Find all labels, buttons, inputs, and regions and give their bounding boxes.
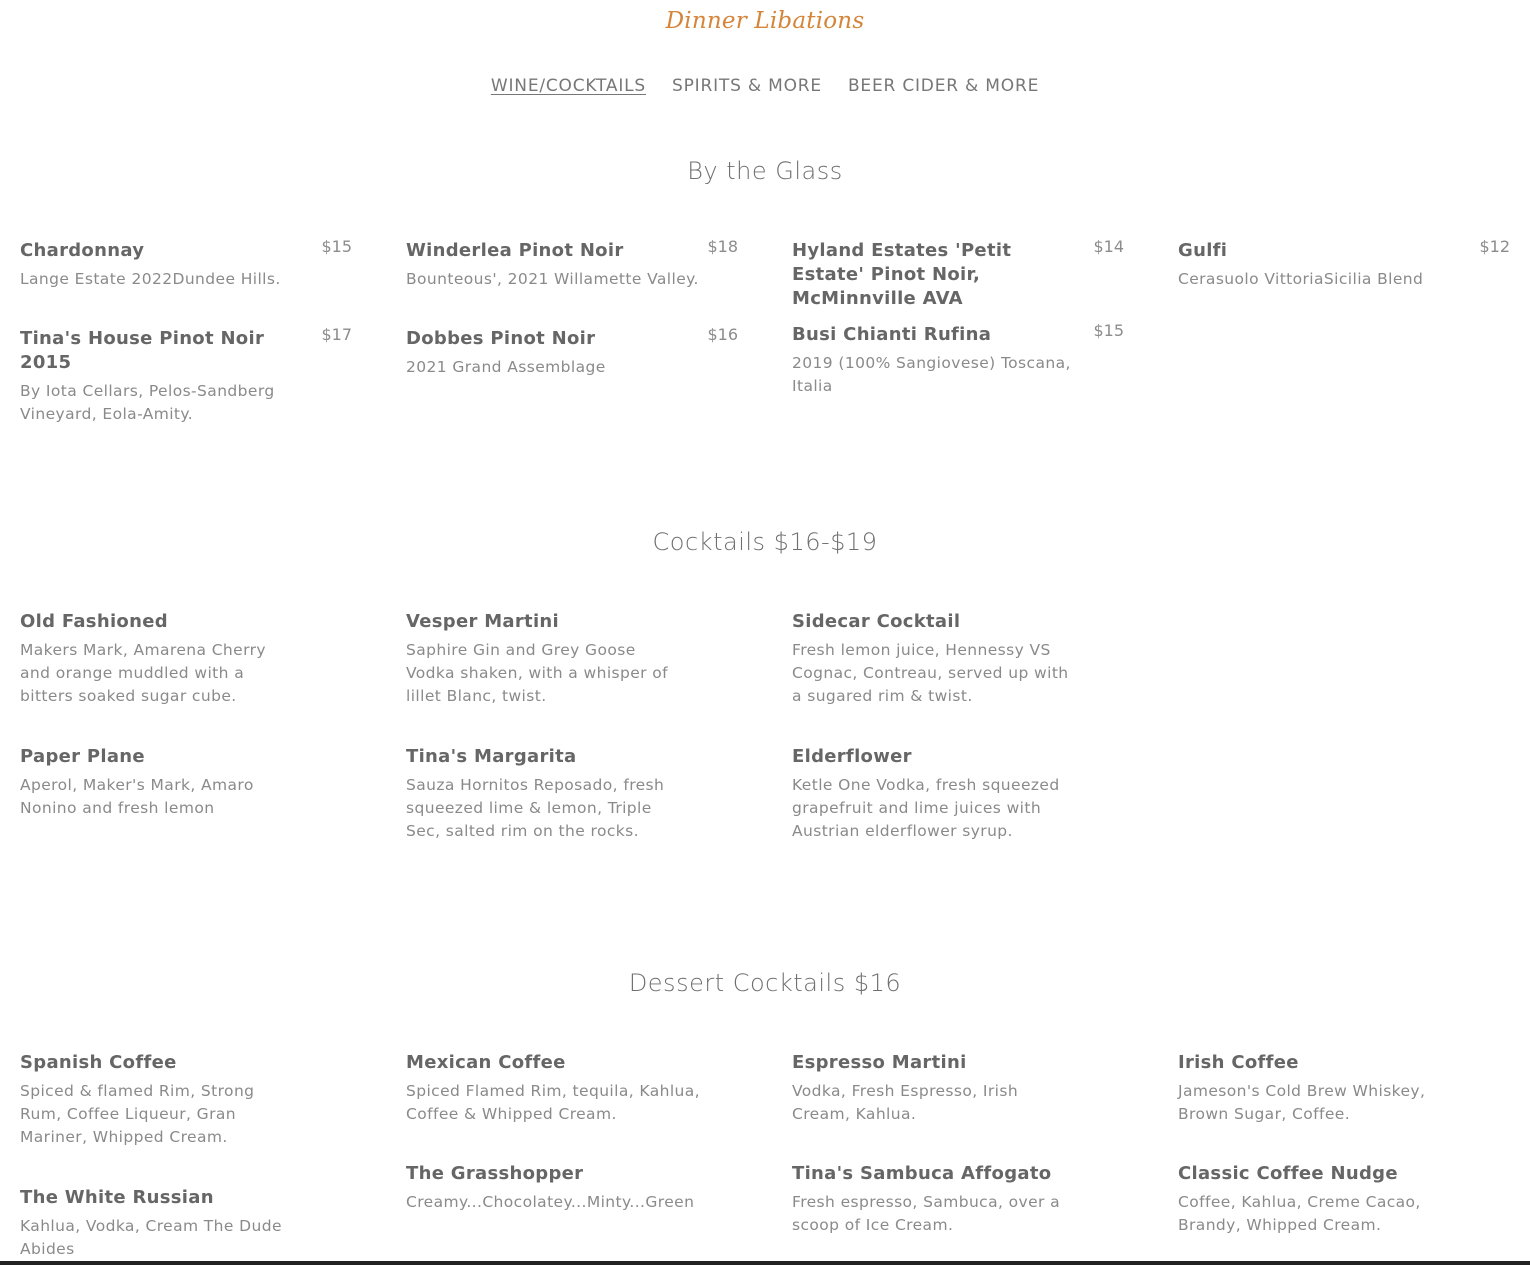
menu-item xyxy=(406,239,738,291)
item-name: Spanish Coffee xyxy=(20,1052,177,1073)
item-name: Winderlea Pinot Noir xyxy=(406,240,624,261)
item-name: Gulfi xyxy=(1178,240,1228,261)
item-description: Vodka, Fresh Espresso, Irish Cream, Kahlua. xyxy=(792,1082,1019,1123)
menu-item xyxy=(1178,1162,1510,1237)
item-description: Ketle One Vodka, fresh squeezed grapefruit and lime juices with Austrian elderflower syrup. xyxy=(792,776,1060,840)
bottom-divider xyxy=(0,1261,1530,1265)
menu-item xyxy=(1178,1051,1510,1126)
item-description: Creamy...Chocolatey...Minty...Green xyxy=(406,1193,695,1211)
menu-item xyxy=(20,1051,352,1149)
tab-wine-cocktails[interactable]: WINE/COCKTAILS xyxy=(490,76,647,96)
menu-item xyxy=(1178,239,1510,291)
menu-item xyxy=(792,323,1124,398)
item-description: 2021 Grand Assemblage xyxy=(406,358,606,376)
item-name: Classic Coffee Nudge xyxy=(1178,1163,1398,1184)
menu-item xyxy=(406,610,738,708)
menu-item xyxy=(406,1162,738,1214)
item-description: Cerasuolo VittoriaSicilia Blend xyxy=(1178,270,1424,288)
item-description: Fresh espresso, Sambuca, over a scoop of Ice Cream. xyxy=(792,1193,1061,1234)
item-name: The White Russian xyxy=(20,1187,214,1208)
item-price: $18 xyxy=(707,237,738,256)
item-description: Spiced Flamed Rim, tequila, Kahlua, Coffee & Whipped Cream. xyxy=(406,1082,700,1123)
menu-item xyxy=(792,1051,1124,1126)
item-price: $14 xyxy=(1093,237,1124,256)
item-price: $15 xyxy=(321,237,352,256)
item-description: 2019 (100% Sangiovese) Toscana, Italia xyxy=(792,354,1071,395)
item-description: Kahlua, Vodka, Cream The Dude Abides xyxy=(20,1217,282,1258)
menu-item xyxy=(792,610,1124,708)
item-description: By Iota Cellars, Pelos-Sandberg Vineyard, Eola-Amity. xyxy=(20,382,275,423)
menu-item xyxy=(406,1051,738,1126)
tab-beer-cider-more[interactable]: BEER CIDER & MORE xyxy=(847,76,1040,96)
item-price: $17 xyxy=(321,325,352,344)
item-description: Sauza Hornitos Reposado, fresh squeezed lime & lemon, Triple Sec, salted rim on the rocks. xyxy=(406,776,665,840)
item-description: Bounteous', 2021 Willamette Valley. xyxy=(406,270,699,288)
menu-item xyxy=(406,327,738,379)
section-title-cocktails: Cocktails $16-$19 xyxy=(652,528,878,556)
item-description: Jameson's Cold Brew Whiskey, Brown Sugar, Coffee. xyxy=(1178,1082,1426,1123)
item-price: $12 xyxy=(1479,237,1510,256)
menu-item xyxy=(792,239,1124,311)
tab-spirits-more[interactable]: SPIRITS & MORE xyxy=(672,76,822,96)
item-name: Espresso Martini xyxy=(792,1052,967,1073)
menu-item xyxy=(792,745,1124,843)
item-price: $15 xyxy=(1093,321,1124,340)
menu-item xyxy=(20,745,352,820)
item-name: Elderflower xyxy=(792,746,912,767)
section-title-dessert-cocktails: Dessert Cocktails $16 xyxy=(628,969,902,997)
menu-item xyxy=(406,745,738,843)
item-name: Old Fashioned xyxy=(20,611,168,632)
item-description: Fresh lemon juice, Hennessy VS Cognac, Contreau, served up with a sugared rim & twist. xyxy=(792,641,1069,705)
item-description: Coffee, Kahlua, Creme Cacao, Brandy, Whipped Cream. xyxy=(1178,1193,1421,1234)
item-name: Vesper Martini xyxy=(406,611,559,632)
item-name: Hyland Estates 'Petit Estate' Pinot Noir, McMinnville AVA xyxy=(792,240,1012,309)
section-title-by-the-glass: By the Glass xyxy=(687,157,843,185)
item-name: Tina's Margarita xyxy=(406,746,577,767)
item-description: Saphire Gin and Grey Goose Vodka shaken, with a whisper of lillet Blanc, twist. xyxy=(406,641,669,705)
item-name: Irish Coffee xyxy=(1178,1052,1299,1073)
page-title: Dinner Libations xyxy=(665,8,865,34)
item-name: Tina's Sambuca Affogato xyxy=(792,1163,1052,1184)
item-name: Paper Plane xyxy=(20,746,145,767)
menu-item xyxy=(20,1186,352,1261)
item-name: Mexican Coffee xyxy=(406,1052,566,1073)
menu-item xyxy=(20,610,352,708)
menu-item xyxy=(792,1162,1124,1237)
item-name: Chardonnay xyxy=(20,240,145,261)
item-name: Tina's House Pinot Noir 2015 xyxy=(20,328,265,373)
item-name: The Grasshopper xyxy=(406,1163,584,1184)
item-name: Dobbes Pinot Noir xyxy=(406,328,596,349)
item-name: Sidecar Cocktail xyxy=(792,611,961,632)
item-description: Lange Estate 2022Dundee Hills. xyxy=(20,270,281,288)
item-name: Busi Chianti Rufina xyxy=(792,324,992,345)
item-description: Spiced & flamed Rim, Strong Rum, Coffee Liqueur, Gran Mariner, Whipped Cream. xyxy=(20,1082,255,1146)
menu-item xyxy=(20,239,352,291)
menu-item xyxy=(20,327,352,426)
menu-nav xyxy=(0,76,1530,96)
item-description: Aperol, Maker's Mark, Amaro Nonino and fresh lemon xyxy=(20,776,254,817)
item-price: $16 xyxy=(707,325,738,344)
item-description: Makers Mark, Amarena Cherry and orange muddled with a bitters soaked sugar cube. xyxy=(20,641,266,705)
